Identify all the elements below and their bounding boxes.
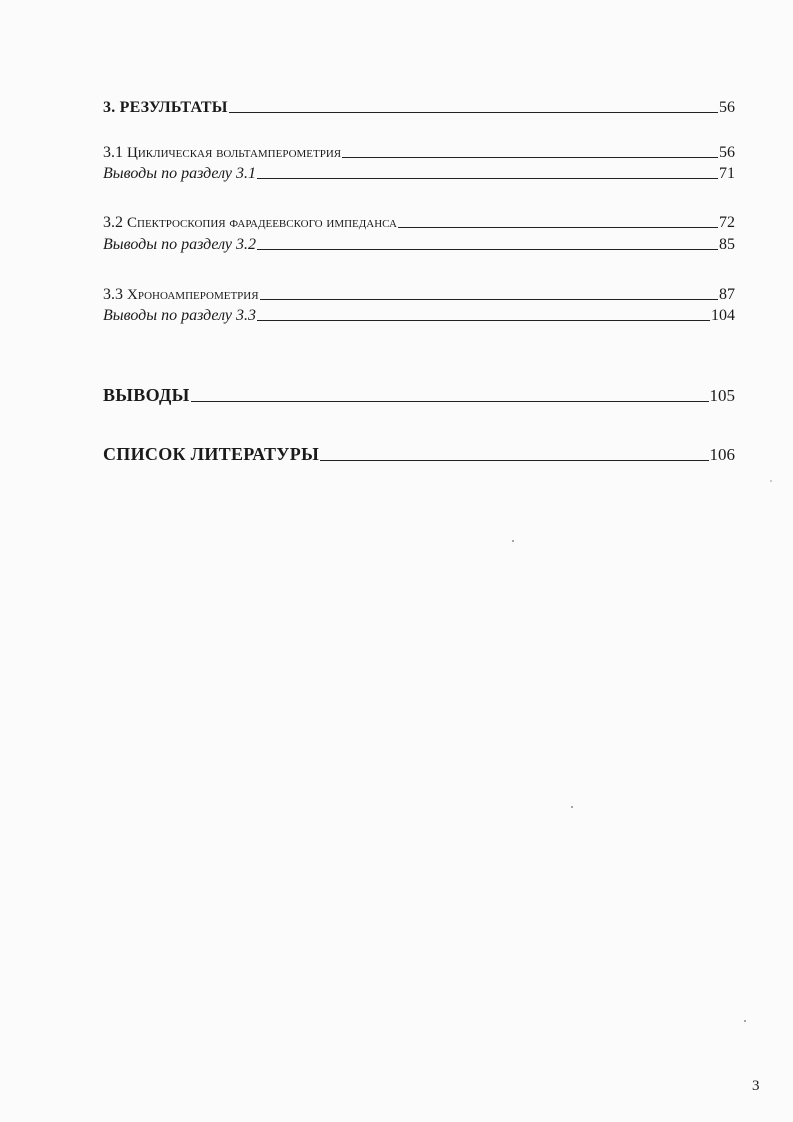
toc-label: Выводы по разделу 3.3 — [103, 307, 256, 324]
toc-leader — [260, 299, 718, 300]
toc-leader — [342, 157, 718, 158]
scan-speck — [770, 480, 772, 482]
toc-entry-section-3-3 — [103, 286, 735, 304]
scan-speck — [571, 806, 573, 808]
toc-section-title: Хроноамперометрия — [127, 287, 259, 303]
toc-page-number: 106 — [709, 445, 735, 464]
toc-page-number: 87 — [719, 286, 735, 303]
toc-page-number: 71 — [719, 165, 735, 182]
toc-page-number: 56 — [719, 99, 735, 116]
toc-leader — [191, 401, 709, 402]
toc-entry-section-3-1 — [103, 144, 735, 162]
toc-leader — [398, 227, 718, 228]
toc-leader — [257, 320, 710, 321]
page-number: 3 — [752, 1078, 760, 1094]
toc-section-title: Циклическая вольтамперометрия — [127, 145, 342, 161]
toc-label — [103, 214, 397, 232]
toc-label: СПИСОК ЛИТЕРАТУРЫ — [103, 444, 320, 464]
scan-speck — [512, 540, 514, 542]
toc-leader — [257, 178, 718, 179]
toc-label: Выводы по разделу 3.2 — [103, 236, 256, 253]
toc-entry-section-3-2 — [103, 214, 735, 232]
toc-page-number: 104 — [711, 307, 735, 324]
toc-label — [103, 286, 259, 304]
scan-speck — [744, 1020, 746, 1022]
toc-section-number: 3.3 — [103, 286, 123, 303]
toc-entry-summary-3-3 — [103, 307, 735, 325]
toc-label: Выводы по разделу 3.1 — [103, 165, 256, 182]
toc-page-number: 72 — [719, 214, 735, 231]
toc-leader — [320, 460, 708, 461]
toc-entry-conclusions — [103, 385, 735, 406]
toc-label: ВЫВОДЫ — [103, 385, 190, 405]
toc-entry-references — [103, 444, 735, 465]
toc-section-title: Спектроскопия фарадеевского импеданса — [127, 215, 397, 231]
toc-leader — [229, 112, 718, 113]
toc-label: 3. РЕЗУЛЬТАТЫ — [103, 99, 228, 116]
toc-section-number: 3.2 — [103, 214, 123, 231]
toc-page-number: 85 — [719, 236, 735, 253]
toc-leader — [257, 249, 718, 250]
toc-page-number: 105 — [709, 386, 735, 405]
toc-page-number: 56 — [719, 144, 735, 161]
toc-entry-summary-3-1 — [103, 165, 735, 183]
toc-entry-summary-3-2 — [103, 236, 735, 254]
toc-section-number: 3.1 — [103, 144, 123, 161]
toc-label — [103, 144, 341, 162]
toc-entry-results — [103, 99, 735, 117]
